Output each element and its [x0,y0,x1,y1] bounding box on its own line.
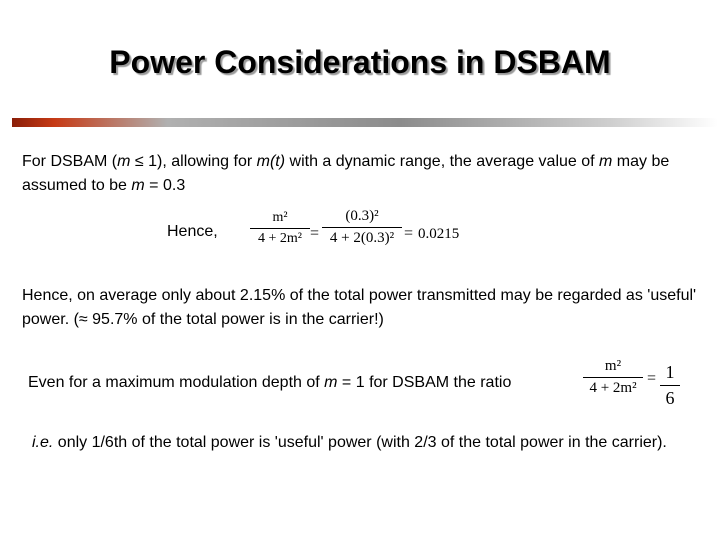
fraction-denominator: 6 [665,388,675,408]
var-m-2: m [599,153,613,170]
var-mt: m(t) [256,153,286,170]
fraction-numerator: m² [604,358,622,374]
title-divider [12,118,718,127]
intro-text-5: = 0.3 [144,177,186,194]
fraction-numerator: 1 [665,362,675,382]
fraction-numerator: (0.3)² [345,208,379,224]
ratio-fraction [583,358,643,397]
intro-text-3: with a dynamic range, the average value of [285,153,600,170]
power-ratio-fraction [250,210,310,247]
substituted-fraction [322,208,402,247]
hence-label: Hence, [167,223,218,240]
var-m: m [324,374,338,391]
conclusion-paragraph [32,431,702,455]
var-m-3: m [131,177,145,194]
depth-text-2: = 1 for DSBAM the ratio [337,374,512,391]
intro-text-1: For DSBAM ( [22,153,118,170]
equals-sign: = [647,370,657,387]
divider-bar [12,118,718,127]
fraction-bar [583,377,643,378]
depth-text-1: Even for a maximum modulation depth of [28,374,325,391]
intro-text-4: may be assumed to be [22,153,670,194]
modulation-depth-paragraph [28,371,511,395]
conclusion-text: only 1/6th of the total power is 'useful' power (with 2/3 of the total power in the carrier). [53,434,667,451]
fraction-denominator: 4 + 2m² [258,231,302,246]
one-sixth-fraction [660,362,680,409]
ie-abbrev: i.e. [32,434,54,451]
fraction-bar [250,228,310,229]
equals-sign: = [404,225,414,242]
useful-power-paragraph: Hence, on average only about 2.15% of the total power transmitted may be regarded as 'useful' power. (≈ 95.7% of the total power is in the carrier!) [22,287,697,328]
fraction-numerator: m² [272,210,288,225]
fraction-bar [660,385,680,386]
var-m: m [117,153,131,170]
equation-result: 0.0215 [418,226,460,242]
fraction-denominator: 4 + 2m² [589,380,637,396]
equals-sign: = [310,225,320,242]
fraction-denominator: 4 + 2(0.3)² [329,230,395,246]
intro-text-2: ≤ 1), allowing for [130,153,257,170]
intro-paragraph [22,150,702,198]
page-title: Power Considerations in DSBAM [109,44,611,80]
fraction-bar [322,227,402,228]
